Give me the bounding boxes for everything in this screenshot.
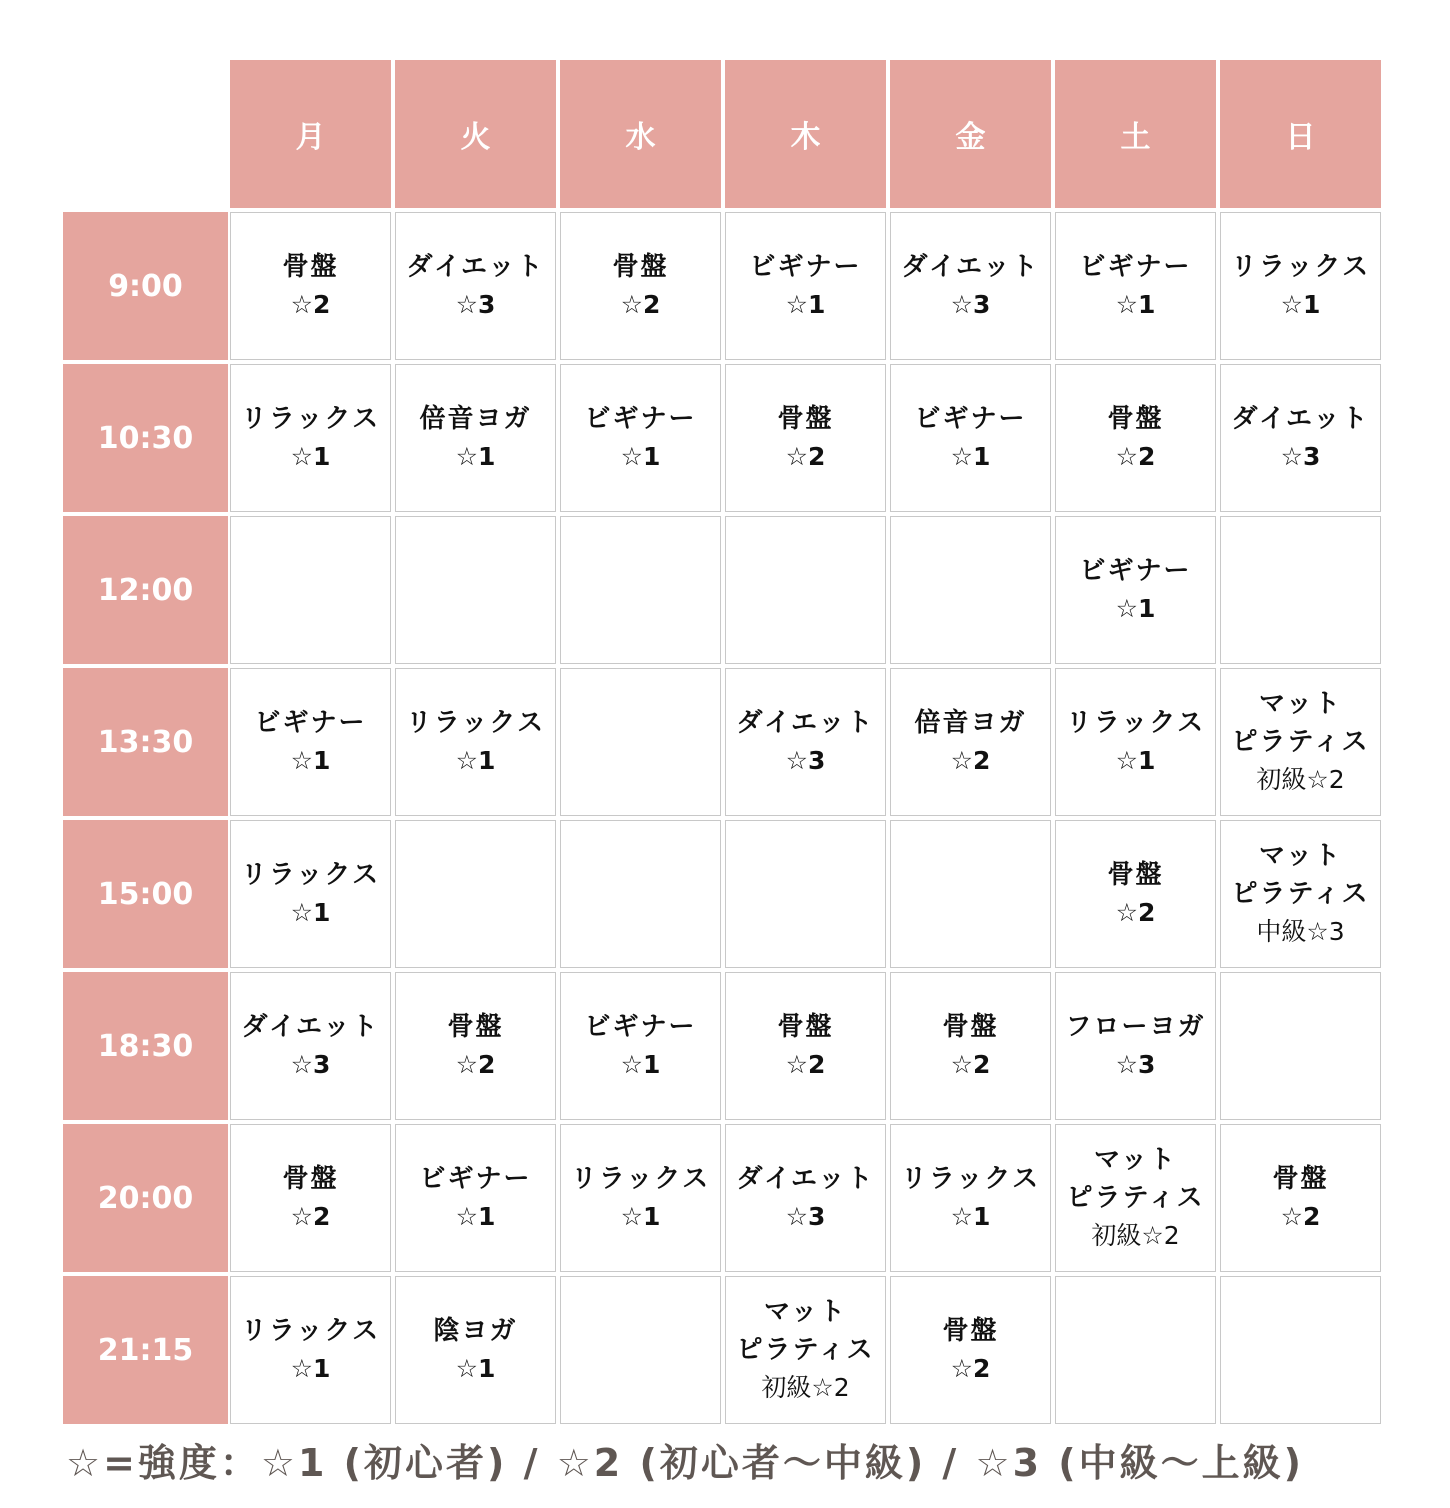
- class-name: リラックス: [240, 860, 381, 890]
- class-slot: [230, 212, 391, 360]
- class-name: ビギナー: [584, 1012, 697, 1042]
- class-slot: [725, 212, 886, 360]
- class-name: 骨盤: [942, 1316, 999, 1346]
- class-slot: [890, 1276, 1051, 1424]
- class-name: ダイエット: [1231, 404, 1370, 434]
- class-name: ダイエット: [241, 1012, 380, 1042]
- empty-slot: [1220, 516, 1381, 664]
- class-name: ビギナー: [749, 252, 862, 282]
- class-intensity: ☆2: [290, 1202, 331, 1231]
- class-slot: [230, 820, 391, 968]
- class-slot: [725, 364, 886, 512]
- day-header: 木: [725, 60, 886, 208]
- class-slot: [230, 668, 391, 816]
- class-slot: [230, 972, 391, 1120]
- class-level-note: 初級☆2: [1091, 1221, 1180, 1250]
- time-row: [63, 818, 1383, 970]
- class-name: 陰ヨガ: [433, 1316, 518, 1346]
- class-slot: [230, 1276, 391, 1424]
- class-slot: [395, 668, 556, 816]
- class-intensity: ☆1: [620, 442, 661, 471]
- class-intensity: ☆3: [1115, 1050, 1156, 1079]
- empty-slot: [890, 820, 1051, 968]
- class-name: マット ピラティス: [1231, 689, 1370, 757]
- class-intensity: ☆1: [1115, 290, 1156, 319]
- empty-slot: [890, 516, 1051, 664]
- time-label: 20:00: [63, 1124, 228, 1272]
- class-intensity: ☆2: [620, 290, 661, 319]
- empty-slot: [560, 820, 721, 968]
- class-slot: [1055, 516, 1216, 664]
- class-intensity: ☆1: [1115, 746, 1156, 775]
- time-row: [63, 666, 1383, 818]
- class-slot: [1220, 668, 1381, 816]
- class-name: ダイエット: [406, 252, 545, 282]
- empty-slot: [560, 668, 721, 816]
- class-intensity: ☆1: [785, 290, 826, 319]
- class-name: ダイエット: [736, 708, 875, 738]
- class-slot: [395, 972, 556, 1120]
- class-slot: [1220, 820, 1381, 968]
- class-intensity: ☆2: [1115, 898, 1156, 927]
- class-intensity: ☆1: [290, 1354, 331, 1383]
- class-slot: [890, 972, 1051, 1120]
- class-name: ダイエット: [901, 252, 1040, 282]
- class-slot: [725, 972, 886, 1120]
- class-intensity: ☆1: [455, 1202, 496, 1231]
- class-intensity: ☆3: [785, 1202, 826, 1231]
- class-name: リラックス: [240, 404, 381, 434]
- class-name: フローヨガ: [1065, 1012, 1206, 1042]
- class-name: ビギナー: [254, 708, 367, 738]
- time-row: [63, 970, 1383, 1122]
- class-intensity: ☆3: [1280, 442, 1321, 471]
- class-intensity: ☆3: [455, 290, 496, 319]
- class-intensity: ☆2: [1115, 442, 1156, 471]
- time-row: [63, 1122, 1383, 1274]
- empty-slot: [725, 516, 886, 664]
- class-slot: [230, 364, 391, 512]
- day-header: 土: [1055, 60, 1216, 208]
- day-header: 水: [560, 60, 721, 208]
- empty-slot: [1220, 972, 1381, 1120]
- class-slot: [560, 364, 721, 512]
- class-name: マット ピラティス: [1066, 1145, 1205, 1213]
- class-intensity: ☆2: [950, 1354, 991, 1383]
- class-intensity: ☆1: [620, 1202, 661, 1231]
- class-intensity: ☆2: [785, 1050, 826, 1079]
- class-slot: [1055, 668, 1216, 816]
- day-header: 日: [1220, 60, 1381, 208]
- empty-slot: [395, 820, 556, 968]
- class-intensity: ☆2: [1280, 1202, 1321, 1231]
- day-header: 金: [890, 60, 1051, 208]
- time-row: [63, 362, 1383, 514]
- day-header: 月: [230, 60, 391, 208]
- class-name: ビギナー: [419, 1164, 532, 1194]
- empty-slot: [560, 1276, 721, 1424]
- time-row: [63, 210, 1383, 362]
- class-slot: [395, 212, 556, 360]
- class-name: マット ピラティス: [736, 1297, 875, 1365]
- class-slot: [1220, 1124, 1381, 1272]
- class-slot: [1220, 212, 1381, 360]
- class-slot: [725, 668, 886, 816]
- class-intensity: ☆1: [290, 746, 331, 775]
- class-intensity: ☆1: [1115, 594, 1156, 623]
- class-slot: [395, 364, 556, 512]
- class-intensity: ☆1: [455, 746, 496, 775]
- class-intensity: ☆2: [950, 746, 991, 775]
- time-label: 9:00: [63, 212, 228, 360]
- class-name: 骨盤: [282, 252, 339, 282]
- class-slot: [395, 1276, 556, 1424]
- class-name: 骨盤: [1107, 860, 1164, 890]
- class-level-note: 中級☆3: [1256, 917, 1345, 946]
- class-intensity: ☆1: [455, 442, 496, 471]
- class-level-note: 初級☆2: [1256, 765, 1345, 794]
- class-intensity: ☆3: [950, 290, 991, 319]
- class-name: 骨盤: [282, 1164, 339, 1194]
- class-intensity: ☆2: [290, 290, 331, 319]
- time-label: 10:30: [63, 364, 228, 512]
- class-name: 骨盤: [942, 1012, 999, 1042]
- class-slot: [890, 364, 1051, 512]
- time-label: 13:30: [63, 668, 228, 816]
- class-intensity: ☆2: [785, 442, 826, 471]
- time-row: [63, 514, 1383, 666]
- class-name: リラックス: [570, 1164, 711, 1194]
- class-intensity: ☆1: [950, 442, 991, 471]
- class-slot: [890, 668, 1051, 816]
- corner-blank: [63, 58, 228, 210]
- class-slot: [725, 1276, 886, 1424]
- class-slot: [890, 1124, 1051, 1272]
- time-label: 15:00: [63, 820, 228, 968]
- class-name: 倍音ヨガ: [914, 708, 1027, 738]
- class-slot: [230, 1124, 391, 1272]
- class-name: ビギナー: [584, 404, 697, 434]
- class-intensity: ☆1: [290, 898, 331, 927]
- class-intensity: ☆1: [290, 442, 331, 471]
- class-name: リラックス: [1230, 252, 1371, 282]
- class-intensity: ☆1: [620, 1050, 661, 1079]
- class-intensity: ☆2: [950, 1050, 991, 1079]
- class-name: リラックス: [900, 1164, 1041, 1194]
- class-name: ビギナー: [914, 404, 1027, 434]
- class-slot: [1055, 820, 1216, 968]
- day-header: 火: [395, 60, 556, 208]
- empty-slot: [230, 516, 391, 664]
- class-slot: [1055, 972, 1216, 1120]
- class-slot: [1055, 364, 1216, 512]
- class-slot: [1055, 212, 1216, 360]
- class-level-note: 初級☆2: [761, 1373, 850, 1402]
- empty-slot: [560, 516, 721, 664]
- class-slot: [1055, 1124, 1216, 1272]
- class-name: 骨盤: [777, 1012, 834, 1042]
- class-intensity: ☆1: [1280, 290, 1321, 319]
- class-name: 倍音ヨガ: [419, 404, 532, 434]
- empty-slot: [1055, 1276, 1216, 1424]
- class-name: ビギナー: [1079, 556, 1192, 586]
- class-intensity: ☆3: [290, 1050, 331, 1079]
- class-name: リラックス: [240, 1316, 381, 1346]
- empty-slot: [395, 516, 556, 664]
- class-slot: [1220, 364, 1381, 512]
- class-slot: [395, 1124, 556, 1272]
- class-slot: [725, 1124, 886, 1272]
- class-intensity: ☆2: [455, 1050, 496, 1079]
- day-header-row: [63, 58, 1383, 210]
- class-name: 骨盤: [1107, 404, 1164, 434]
- time-label: 21:15: [63, 1276, 228, 1424]
- class-name: 骨盤: [612, 252, 669, 282]
- intensity-legend: ☆=強度：☆1 (初心者) / ☆2 (初心者～中級) / ☆3 (中級～上級): [66, 1441, 1304, 1485]
- time-row: [63, 1274, 1383, 1426]
- class-slot: [890, 212, 1051, 360]
- class-name: ビギナー: [1079, 252, 1192, 282]
- class-name: 骨盤: [777, 404, 834, 434]
- class-slot: [560, 1124, 721, 1272]
- time-label: 12:00: [63, 516, 228, 664]
- class-slot: [560, 972, 721, 1120]
- class-slot: [560, 212, 721, 360]
- class-intensity: ☆1: [950, 1202, 991, 1231]
- schedule-grid: [63, 58, 1383, 1426]
- class-name: 骨盤: [447, 1012, 504, 1042]
- class-name: ダイエット: [736, 1164, 875, 1194]
- class-name: マット ピラティス: [1231, 841, 1370, 909]
- class-name: リラックス: [405, 708, 546, 738]
- empty-slot: [1220, 1276, 1381, 1424]
- class-name: リラックス: [1065, 708, 1206, 738]
- class-intensity: ☆3: [785, 746, 826, 775]
- class-name: 骨盤: [1272, 1164, 1329, 1194]
- time-label: 18:30: [63, 972, 228, 1120]
- class-intensity: ☆1: [455, 1354, 496, 1383]
- empty-slot: [725, 820, 886, 968]
